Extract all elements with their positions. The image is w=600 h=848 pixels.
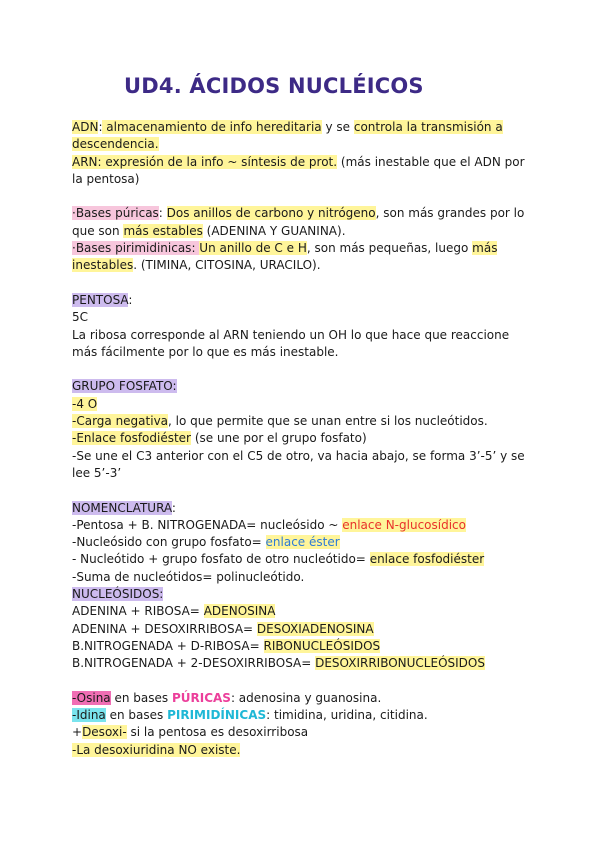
adn-definition-2: controla la transmisión a descendencia. [72, 120, 503, 152]
adn-mid: y se [321, 120, 354, 134]
sufijo-idina-highlight: -Idina [72, 708, 106, 723]
nomenclatura-line-3-highlight: enlace fosfodiéster [369, 552, 485, 567]
nucleosidos-row-4-text: B.NITROGENADA + 2-DESOXIRRIBOSA= [72, 656, 316, 671]
nucleosidos-row-2-text: ADENINA + DESOXIRRIBOSA= [72, 621, 257, 636]
adn-definition: almacenamiento de info hereditaria [102, 120, 322, 134]
bases-puricas-rest: , son más grandes por lo que son [72, 206, 525, 238]
nucleosidos-row-1-text: ADENINA + RIBOSA= [72, 604, 204, 619]
fosfato-heading: GRUPO FOSFATO: [72, 379, 177, 394]
nomenclatura-line-1-text: -Pentosa + B. NITROGENADA= nucleósido ~ [72, 517, 343, 532]
arn-paragraph [72, 154, 532, 189]
nomenclatura-heading-line [72, 500, 532, 517]
fosfato-item-1-text: -4 O [72, 396, 98, 411]
nucleosidos-row-1-highlight: ADENOSINA [203, 604, 276, 619]
nomenclatura-line-1-highlight: enlace N-glucosídico [342, 517, 466, 532]
nomenclatura-line-2-highlight: enlace éster [265, 535, 340, 550]
nucleosidos-heading: NUCLEÓSIDOS: [72, 587, 164, 602]
arn-rest: (más inestable que el ADN por la pentosa) [72, 154, 525, 186]
pentosa-heading-line [72, 292, 532, 309]
nucleosidos-heading-line [72, 586, 532, 603]
fosfato-item-2-rest: , lo que permite que se unan entre si los nucleótidos. [168, 414, 488, 429]
bases-pirimidinicas-highlight-2: más inestables [72, 241, 498, 273]
sufijo-desoxiuridina-highlight: -La desoxiuridina NO existe. [72, 742, 241, 757]
sufijo-desoxiuridina-line [72, 742, 532, 759]
pentosa-line-2: La ribosa corresponde al ARN teniendo un OH lo que hace que reaccione más fácilmente por lo que es más inestable. [72, 327, 510, 359]
fosfato-item-1 [72, 396, 532, 413]
nucleosidos-row-3-text: B.NITROGENADA + D-RIBOSA= [72, 638, 264, 653]
document-body [72, 119, 532, 759]
nucleosidos-row-4-highlight: DESOXIRRIBONUCLEÓSIDOS [315, 656, 485, 671]
bases-pirimidinicas-rest-2: . (TIMINA, CITOSINA, URACILO). [133, 258, 321, 273]
pentosa-line-1: 5C [72, 310, 89, 325]
nucleosidos-row-4 [72, 655, 532, 672]
sufijo-desoxi-line [72, 724, 532, 741]
pentosa-heading: PENTOSA [72, 292, 129, 307]
nucleosidos-row-1 [72, 603, 532, 620]
sufijo-idina-rest: : timidina, uridina, citidina. [266, 708, 428, 723]
sufijo-desoxi-prefix: + [72, 725, 83, 740]
bases-puricas-paragraph [72, 205, 532, 240]
sufijo-osina-highlight: -Osina [72, 690, 111, 705]
nomenclatura-line-2 [72, 534, 532, 551]
bases-pirimidinicas-label: ·Bases pirimidinicas: [72, 241, 200, 256]
fosfato-item-4: -Se une el C3 anterior con el C5 de otro, va hacia abajo, se forma 3’-5’ y se lee 5’-3’ [72, 448, 525, 480]
fosfato-item-3 [72, 430, 532, 447]
arn-label: ARN [72, 154, 98, 169]
sufijo-osina-colored: PÚRICAS [171, 690, 231, 705]
fosfato-item-2-highlight: -Carga negativa [72, 414, 169, 429]
nucleosidos-row-3-highlight: RIBONUCLEÓSIDOS [263, 638, 381, 653]
sufijo-osina-mid: en bases [110, 690, 172, 705]
nucleosidos-row-3 [72, 638, 532, 655]
sufijo-osina-line [72, 690, 532, 707]
fosfato-heading-line [72, 378, 532, 395]
nomenclatura-line-3 [72, 551, 532, 568]
nomenclatura-line-2-text: -Nucleósido con grupo fosfato= [72, 535, 266, 550]
bases-puricas-highlight-2: más estables [123, 223, 203, 238]
nomenclatura-line-4: -Suma de nucleótidos= polinucleótido. [72, 569, 305, 584]
nucleosidos-row-2-highlight: DESOXIADENOSINA [256, 621, 374, 636]
nomenclatura-heading-sep: : [171, 500, 176, 515]
bases-puricas-highlight: Dos anillos de carbono y nitrógeno [166, 206, 376, 221]
sufijo-idina-mid: en bases [105, 708, 168, 723]
fosfato-item-2 [72, 413, 532, 430]
sufijo-desoxi-highlight: Desoxi- [82, 725, 127, 740]
nomenclatura-heading: NOMENCLATURA [72, 500, 172, 515]
bases-puricas-rest-2: (ADENINA Y GUANINA). [202, 223, 346, 238]
sufijo-osina-rest: : adenosina y guanosina. [230, 690, 382, 705]
bases-pirimidinicas-paragraph [72, 240, 532, 275]
pentosa-heading-sep: : [128, 292, 133, 307]
adn-paragraph [72, 119, 532, 154]
sufijo-idina-colored: PIRIMIDÍNICAS [167, 708, 267, 723]
sufijo-desoxi-rest: si la pentosa es desoxirribosa [126, 725, 309, 740]
page-title: UD4. ÁCIDOS NUCLÉICOS [124, 74, 424, 98]
adn-label: ADN [72, 120, 99, 134]
arn-definition: : expresión de la info ~ síntesis de prot. [97, 154, 338, 169]
sufijo-idina-line [72, 707, 532, 724]
bases-pirimidinicas-rest: , son más pequeñas, luego [306, 241, 473, 256]
bases-puricas-label: ·Bases púricas [72, 206, 159, 221]
bases-pirimidinicas-highlight: Un anillo de C e H [199, 241, 307, 256]
nomenclatura-line-3-text: - Nucleótido + grupo fosfato de otro nucleótido= [72, 552, 370, 567]
bases-puricas-sep: : [158, 206, 167, 221]
fosfato-item-3-highlight: -Enlace fosfodiéster [72, 431, 191, 446]
fosfato-item-3-rest: (se une por el grupo fosfato) [191, 431, 367, 446]
nomenclatura-line-1 [72, 517, 532, 534]
nucleosidos-row-2 [72, 621, 532, 638]
adn-sep: : [98, 120, 103, 134]
